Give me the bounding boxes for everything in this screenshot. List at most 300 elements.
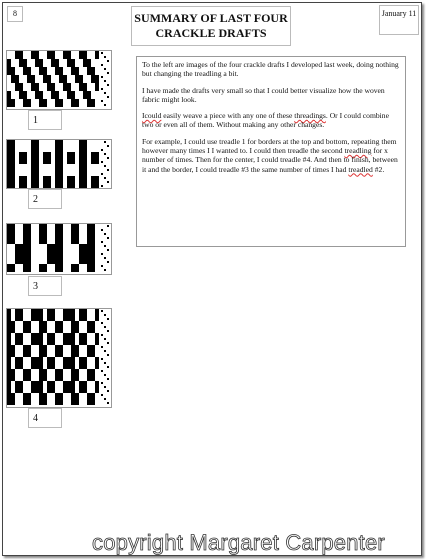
- draft-cell: [35, 55, 39, 59]
- draft-cell: [7, 168, 11, 172]
- draft-cell: [79, 180, 83, 184]
- draft-cell: [31, 83, 35, 87]
- draft-cell: [15, 256, 19, 260]
- draft-cell: [7, 59, 11, 63]
- draft-cell: [71, 268, 75, 272]
- draft-cell: [95, 79, 99, 83]
- draft-cell: [23, 256, 27, 260]
- draft-cell: [47, 361, 51, 365]
- draft-cell: [7, 333, 11, 337]
- draft-cell: [87, 59, 91, 63]
- draft-cell: [47, 184, 51, 188]
- draft-cell: [95, 160, 99, 164]
- treadling-mark: [104, 92, 106, 94]
- draft-cell: [35, 164, 39, 168]
- draft-cell: [47, 87, 51, 91]
- draft-cell: [19, 176, 23, 180]
- draft-cell: [87, 71, 91, 75]
- draft-cell: [55, 172, 59, 176]
- draft-cell: [75, 353, 79, 357]
- draft-cell: [47, 365, 51, 369]
- draft-image-1: [6, 50, 112, 110]
- draft-cell: [7, 144, 11, 148]
- draft-cell: [55, 184, 59, 188]
- draft-cell: [83, 313, 87, 317]
- draft-cell: [47, 75, 51, 79]
- draft-cell: [43, 152, 47, 156]
- draft-cell: [43, 377, 47, 381]
- paragraph-3-text-end: . Or I could combine two or even all of them. Without making any other changes.: [142, 111, 389, 130]
- draft-cell: [51, 256, 55, 260]
- draft-cell: [95, 184, 99, 188]
- draft-cell: [11, 144, 15, 148]
- draft-cell: [91, 260, 95, 264]
- draft-cell: [55, 321, 59, 325]
- draft-cell: [55, 236, 59, 240]
- draft-cell: [91, 236, 95, 240]
- draft-cell: [19, 385, 23, 389]
- draft-cell: [7, 357, 11, 361]
- draft-cell: [39, 103, 43, 107]
- draft-cell: [55, 228, 59, 232]
- draft-cell: [59, 252, 63, 256]
- draft-cell: [7, 313, 11, 317]
- draft-cell: [35, 385, 39, 389]
- draft-cell: [15, 79, 19, 83]
- draft-cell: [91, 268, 95, 272]
- draft-cell: [11, 321, 15, 325]
- draft-cell: [59, 377, 63, 381]
- treadling-mark: [107, 318, 109, 320]
- draft-cell: [75, 224, 79, 228]
- draft-cell: [7, 329, 11, 333]
- draft-cell: [59, 180, 63, 184]
- draft-cell: [51, 365, 55, 369]
- draft-cell: [11, 264, 15, 268]
- draft-cell: [51, 309, 55, 313]
- draft-cell: [23, 248, 27, 252]
- draft-cell: [79, 341, 83, 345]
- draft-cell: [27, 260, 31, 264]
- draft-cell: [19, 95, 23, 99]
- draft-cell: [71, 236, 75, 240]
- draft-cell: [59, 244, 63, 248]
- treadling-mark: [101, 334, 103, 336]
- draft-cell: [71, 95, 75, 99]
- draft-cell: [15, 341, 19, 345]
- treadling-mark: [104, 233, 106, 235]
- draft-cell: [31, 148, 35, 152]
- draft-cell: [55, 160, 59, 164]
- draft-cell: [43, 353, 47, 357]
- draft-image-2: [6, 139, 112, 189]
- draft-cell: [43, 393, 47, 397]
- draft-cell: [59, 176, 63, 180]
- draft-cell: [23, 236, 27, 240]
- draft-cell: [7, 325, 11, 329]
- draft-cell: [55, 148, 59, 152]
- draft-cell: [27, 240, 31, 244]
- draft-cell: [79, 83, 83, 87]
- draft-cell: [71, 180, 75, 184]
- draft-cell: [55, 99, 59, 103]
- draft-cell: [59, 79, 63, 83]
- draft-cell: [59, 349, 63, 353]
- draft-cell: [55, 67, 59, 71]
- draft-cell: [95, 389, 99, 393]
- paragraph-4-text-mid: for x number of times. Then for the center, I could treadle #4. And then to finish, between it and the border, I could treadle #3 the same number of times I had: [142, 146, 398, 174]
- draft-cell: [55, 244, 59, 248]
- draft-cell: [83, 337, 87, 341]
- draft-cell: [87, 236, 91, 240]
- draft-cell: [75, 67, 79, 71]
- draft-label-1: 1: [28, 110, 62, 130]
- draft-cell: [47, 152, 51, 156]
- draft-cell: [79, 385, 83, 389]
- draft-cell: [15, 55, 19, 59]
- draft-cell: [71, 349, 75, 353]
- treadling-mark: [107, 72, 109, 74]
- paragraph-2: I have made the drafts very small so that I could better visualize how the woven fabric might look.: [142, 85, 385, 104]
- draft-cell: [95, 152, 99, 156]
- draft-cell: [35, 317, 39, 321]
- draft-cell: [43, 79, 47, 83]
- draft-cell: [75, 236, 79, 240]
- draft-label-4: 4: [28, 408, 62, 428]
- draft-cell: [71, 63, 75, 67]
- draft-cell: [35, 337, 39, 341]
- draft-cell: [83, 309, 87, 313]
- draft-cell: [27, 329, 31, 333]
- draft-cell: [35, 148, 39, 152]
- draft-cell: [83, 55, 87, 59]
- draft-cell: [23, 180, 27, 184]
- draft-cell: [71, 59, 75, 63]
- draft-cell: [83, 91, 87, 95]
- draft-cell: [59, 373, 63, 377]
- draft-cell: [7, 91, 11, 95]
- draft-cell: [59, 345, 63, 349]
- draft-cell: [75, 232, 79, 236]
- draft-cell: [63, 87, 67, 91]
- draft-cell: [43, 369, 47, 373]
- draft-cell: [59, 164, 63, 168]
- draft-cell: [71, 313, 75, 317]
- draft-cell: [79, 152, 83, 156]
- draft-cell: [15, 248, 19, 252]
- draft-cell: [71, 71, 75, 75]
- draft-cell: [7, 224, 11, 228]
- draft-cell: [7, 240, 11, 244]
- draft-cell: [27, 397, 31, 401]
- draft-cell: [91, 397, 95, 401]
- draft-cell: [43, 184, 47, 188]
- draft-cell: [59, 148, 63, 152]
- draft-cell: [31, 168, 35, 172]
- draft-cell: [7, 228, 11, 232]
- treadling-mark: [104, 350, 106, 352]
- treadling-mark: [107, 60, 109, 62]
- draft-cell: [71, 377, 75, 381]
- draft-cell: [19, 83, 23, 87]
- draft-cell: [91, 152, 95, 156]
- draft-cell: [11, 103, 15, 107]
- draft-cell: [67, 317, 71, 321]
- treadling-mark: [104, 326, 106, 328]
- draft-cell: [75, 103, 79, 107]
- draft-cell: [79, 184, 83, 188]
- draft-cell: [39, 236, 43, 240]
- draft-cell: [23, 373, 27, 377]
- paragraph-3-text: easily weave a piece with any one of these: [161, 111, 295, 121]
- treadling-mark: [104, 245, 106, 247]
- treadling-mark: [101, 241, 103, 243]
- draft-cell: [23, 224, 27, 228]
- treadling-mark: [107, 181, 109, 183]
- draft-cell: [43, 156, 47, 160]
- draft-cell: [67, 385, 71, 389]
- title-line-1: SUMMARY OF LAST FOUR: [134, 11, 288, 25]
- draft-cell: [47, 83, 51, 87]
- draft-cell: [7, 103, 11, 107]
- draft-cell: [95, 75, 99, 79]
- draft-cell: [79, 309, 83, 313]
- draft-cell: [15, 337, 19, 341]
- treadling-mark: [101, 173, 103, 175]
- draft-cell: [91, 244, 95, 248]
- draft-cell: [11, 184, 15, 188]
- draft-cell: [47, 357, 51, 361]
- treadling-mark: [104, 314, 106, 316]
- draft-cell: [27, 232, 31, 236]
- treadling-mark: [101, 229, 103, 231]
- draft-cell: [43, 232, 47, 236]
- draft-cell: [43, 71, 47, 75]
- draft-cell: [11, 240, 15, 244]
- draft-cell: [23, 321, 27, 325]
- draft-cell: [19, 357, 23, 361]
- treadling-mark: [101, 394, 103, 396]
- draft-cell: [51, 59, 55, 63]
- draft-cell: [95, 385, 99, 389]
- treadling-mark: [107, 261, 109, 263]
- draft-cell: [55, 264, 59, 268]
- treadling-mark: [104, 80, 106, 82]
- draft-cell: [95, 337, 99, 341]
- draft-cell: [7, 393, 11, 397]
- draft-cell: [63, 75, 67, 79]
- draft-cell: [87, 260, 91, 264]
- draft-cell: [55, 168, 59, 172]
- draft-cell: [91, 321, 95, 325]
- treadling-mark: [101, 185, 103, 187]
- draft-cell: [63, 313, 67, 317]
- draft-cell: [91, 393, 95, 397]
- draft-cell: [87, 228, 91, 232]
- misspelled-word: treadling: [344, 146, 372, 156]
- draft-cell: [83, 51, 87, 55]
- draft-image-3: [6, 223, 112, 275]
- treadling-mark: [101, 253, 103, 255]
- draft-cell: [91, 369, 95, 373]
- draft-cell: [47, 244, 51, 248]
- treadling-mark: [107, 330, 109, 332]
- draft-cell: [23, 325, 27, 329]
- draft-cell: [39, 325, 43, 329]
- treadling-mark: [104, 56, 106, 58]
- draft-cell: [27, 75, 31, 79]
- draft-cell: [91, 160, 95, 164]
- draft-cell: [47, 252, 51, 256]
- draft-cell: [79, 244, 83, 248]
- draft-cell: [83, 244, 87, 248]
- draft-cell: [39, 365, 43, 369]
- draft-cell: [83, 160, 87, 164]
- draft-cell: [31, 313, 35, 317]
- draft-cell: [75, 75, 79, 79]
- draft-cell: [35, 180, 39, 184]
- draft-cell: [87, 321, 91, 325]
- draft-cell: [39, 345, 43, 349]
- draft-cell: [35, 95, 39, 99]
- draft-cell: [39, 268, 43, 272]
- draft-cell: [79, 164, 83, 168]
- draft-cell: [55, 329, 59, 333]
- draft-cell: [83, 381, 87, 385]
- draft-cell: [87, 353, 91, 357]
- draft-cell: [75, 264, 79, 268]
- draft-cell: [95, 87, 99, 91]
- draft-cell: [55, 397, 59, 401]
- draft-cell: [7, 377, 11, 381]
- draft-cell: [19, 160, 23, 164]
- draft-cell: [11, 160, 15, 164]
- treadling-mark: [101, 382, 103, 384]
- draft-cell: [31, 317, 35, 321]
- draft-cell: [15, 389, 19, 393]
- draft-cell: [31, 381, 35, 385]
- draft-cell: [35, 156, 39, 160]
- draft-cell: [11, 71, 15, 75]
- draft-cell: [91, 325, 95, 329]
- draft-cell: [55, 63, 59, 67]
- draft-cell: [83, 317, 87, 321]
- draft-cell: [11, 168, 15, 172]
- draft-cell: [83, 260, 87, 264]
- draft-cell: [7, 321, 11, 325]
- draft-cell: [83, 248, 87, 252]
- draft-cell: [71, 373, 75, 377]
- draft-cell: [51, 91, 55, 95]
- draft-cell: [27, 369, 31, 373]
- draft-cell: [7, 180, 11, 184]
- draft-cell: [87, 91, 91, 95]
- treadling-mark: [104, 104, 106, 106]
- draft-cell: [71, 91, 75, 95]
- draft-cell: [95, 317, 99, 321]
- draft-cell: [11, 176, 15, 180]
- draft-cell: [55, 240, 59, 244]
- draft-cell: [95, 180, 99, 184]
- paragraph-1: To the left are images of the four crackle drafts I developed last week, doing nothing but changing the treadling a bit.: [142, 60, 399, 79]
- draft-cell: [39, 329, 43, 333]
- draft-cell: [87, 345, 91, 349]
- draft-cell: [11, 148, 15, 152]
- paragraph-4-text: For example, I could use treadle 1 for borders at the top and bottom, repeating them however many times I I wanted to. I could then treadle the second: [142, 136, 397, 156]
- treadling-mark: [101, 358, 103, 360]
- draft-cell: [35, 63, 39, 67]
- draft-cell: [15, 260, 19, 264]
- draft-cell: [11, 268, 15, 272]
- draft-cell: [19, 309, 23, 313]
- draft-cell: [83, 63, 87, 67]
- draft-cell: [51, 83, 55, 87]
- draft-cell: [47, 333, 51, 337]
- draft-cell: [67, 176, 71, 180]
- draft-cell: [79, 156, 83, 160]
- draft-cell: [75, 373, 79, 377]
- draft-cell: [31, 385, 35, 389]
- draft-cell: [87, 373, 91, 377]
- draft-cell: [51, 317, 55, 321]
- draft-cell: [51, 341, 55, 345]
- treadling-mark: [101, 100, 103, 102]
- draft-cell: [15, 244, 19, 248]
- draft-cell: [71, 156, 75, 160]
- draft-cell: [59, 172, 63, 176]
- draft-cell: [79, 75, 83, 79]
- draft-cell: [51, 313, 55, 317]
- draft-cell: [7, 353, 11, 357]
- draft-cell: [95, 361, 99, 365]
- draft-cell: [7, 337, 11, 341]
- draft-cell: [83, 59, 87, 63]
- draft-cell: [43, 176, 47, 180]
- draft-cell: [55, 377, 59, 381]
- draft-cell: [7, 369, 11, 373]
- draft-cell: [71, 337, 75, 341]
- misspelled-word: threadings: [294, 111, 326, 121]
- draft-cell: [59, 236, 63, 240]
- draft-cell: [87, 349, 91, 353]
- draft-cell: [75, 377, 79, 381]
- draft-cell: [71, 309, 75, 313]
- draft-cell: [19, 256, 23, 260]
- draft-cell: [47, 313, 51, 317]
- draft-cell: [63, 365, 67, 369]
- draft-cell: [63, 337, 67, 341]
- draft-cell: [23, 369, 27, 373]
- draft-cell: [59, 140, 63, 144]
- draft-cell: [91, 353, 95, 357]
- draft-cell: [95, 156, 99, 160]
- draft-cell: [43, 325, 47, 329]
- treadling-mark: [104, 374, 106, 376]
- draft-cell: [67, 357, 71, 361]
- draft-cell: [7, 67, 11, 71]
- paragraph-3: [142, 111, 400, 130]
- draft-cell: [23, 232, 27, 236]
- draft-cell: [83, 144, 87, 148]
- treadling-mark: [104, 398, 106, 400]
- draft-image-4: [6, 308, 112, 408]
- treadling-mark: [107, 354, 109, 356]
- draft-cell: [39, 353, 43, 357]
- draft-cell: [27, 224, 31, 228]
- draft-cell: [75, 71, 79, 75]
- draft-cell: [43, 160, 47, 164]
- draft-cell: [91, 256, 95, 260]
